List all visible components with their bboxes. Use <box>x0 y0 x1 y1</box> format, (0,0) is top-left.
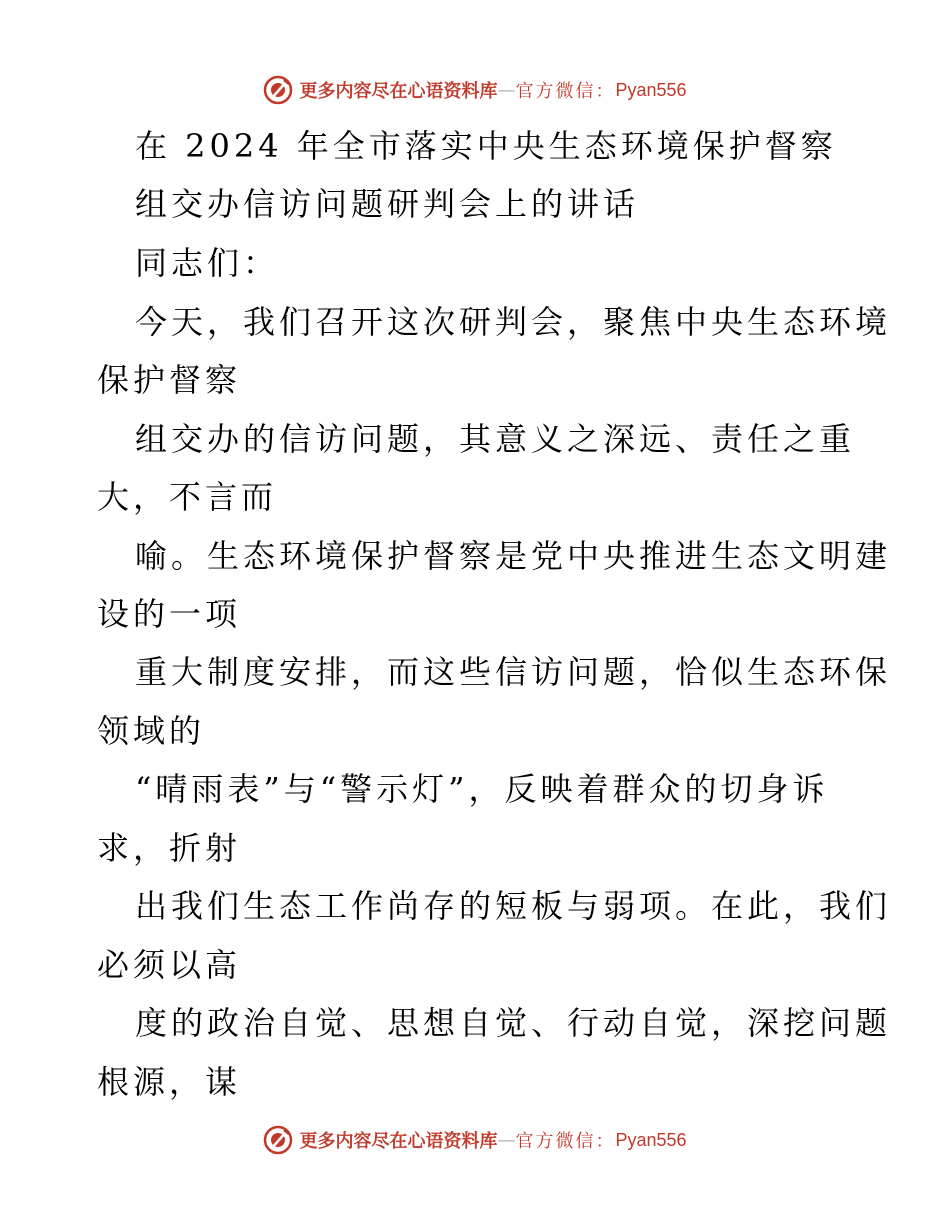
body-line: 领域的 <box>97 712 206 750</box>
watermark-wechat-id: Pyan556 <box>615 79 687 100</box>
body-line: 喻。生态环境保护督察是党中央推进生态文明建 <box>135 537 892 575</box>
watermark-dash: — <box>497 1129 516 1151</box>
body-line: 求，折射 <box>97 829 242 867</box>
watermark-wechat-id: Pyan556 <box>615 1129 687 1150</box>
body-line: 根源，谋 <box>97 1063 242 1101</box>
header-watermark <box>0 75 950 105</box>
footer-watermark <box>0 1125 950 1155</box>
body-line: 今天，我们召开这次研判会，聚焦中央生态环境 <box>135 303 892 341</box>
body-line: 大，不言而 <box>97 478 278 516</box>
body-line: 设的一项 <box>97 595 242 633</box>
watermark-text: 更多内容尽在心语资料库 <box>299 81 498 102</box>
body-line: 出我们生态工作尚存的短板与弱项。在此，我们 <box>135 887 892 925</box>
document-title-line-2: 组交办信访问题研判会上的讲话 <box>135 185 640 223</box>
watermark-text: 更多内容尽在心语资料库 <box>299 1131 498 1152</box>
body-line: 保护督察 <box>97 361 242 399</box>
body-line: 组交办的信访问题，其意义之深远、责任之重 <box>135 420 856 458</box>
pen-logo-icon <box>263 75 293 105</box>
document-title-line-1: 在 2024 年全市落实中央生态环境保护督察 <box>135 127 837 165</box>
body-line: 度的政治自觉、思想自觉、行动自觉，深挖问题 <box>135 1004 892 1042</box>
salutation: 同志们： <box>135 244 280 282</box>
body-line: “晴雨表”与“警示灯”，反映着群众的切身诉 <box>135 770 829 808</box>
body-line: 必须以高 <box>97 946 242 984</box>
body-line: 重大制度安排，而这些信访问题，恰似生态环保 <box>135 653 892 691</box>
watermark-official-label: 官方微信： <box>515 81 616 102</box>
watermark-official-label: 官方微信： <box>515 1131 616 1152</box>
pen-logo-icon <box>263 1125 293 1155</box>
watermark-dash: — <box>497 79 516 101</box>
